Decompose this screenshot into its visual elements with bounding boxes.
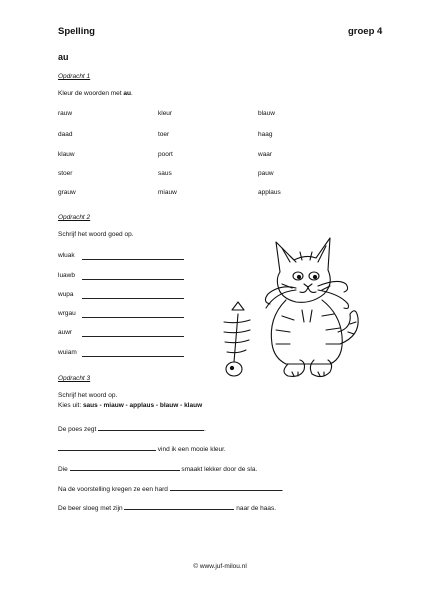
answer-line[interactable] <box>82 279 184 280</box>
answer-line[interactable] <box>82 317 184 318</box>
exercise-2-heading: Opdracht 2 <box>58 214 91 221</box>
sentence-1: De poes zegt . <box>58 426 206 433</box>
word-cell[interactable]: poort <box>158 151 173 158</box>
word-cell[interactable]: pauw <box>258 170 274 177</box>
word-cell[interactable]: kleur <box>158 110 173 117</box>
word-cell[interactable]: waar <box>258 151 273 158</box>
word-cell[interactable]: blauw <box>258 110 275 117</box>
cat-with-fishbone-illustration <box>210 232 370 382</box>
word-cell[interactable]: rauw <box>58 110 73 117</box>
answer-line[interactable] <box>82 356 184 357</box>
answer-blank[interactable] <box>98 424 204 431</box>
exercise-3-instruction: Schrijf het woord op. <box>58 392 118 399</box>
sentence-5: De beer sloeg met zijn naar de haas. <box>58 505 277 512</box>
answer-blank[interactable] <box>70 464 180 471</box>
scrambled-word: wrgau <box>58 310 76 317</box>
sentence-4: Na de voorstelling kregen ze een hard . <box>58 486 284 493</box>
group-label: groep 4 <box>348 26 383 37</box>
answer-blank[interactable] <box>170 484 282 491</box>
answer-blank[interactable] <box>58 444 156 451</box>
sentence-2: vind ik een mooie kleur. <box>58 444 226 453</box>
scrambled-word: wluak <box>58 252 75 259</box>
sentence-3: Die smaakt lekker door de sla. <box>58 466 258 473</box>
word-cell[interactable]: klauw <box>58 151 75 158</box>
answer-line[interactable] <box>82 336 184 337</box>
word-cell[interactable]: daad <box>58 131 73 138</box>
sound-subtitle: au <box>58 52 69 62</box>
answer-line[interactable] <box>82 259 184 260</box>
word-choice-list: Kies uit: saus - miauw - applaus - blauw - klauw <box>58 402 203 409</box>
word-cell[interactable]: miauw <box>158 189 177 196</box>
word-cell[interactable]: saus <box>158 170 172 177</box>
answer-line[interactable] <box>82 298 184 299</box>
scrambled-word: luawb <box>58 272 75 279</box>
exercise-1-heading: Opdracht 1 <box>58 73 91 80</box>
exercise-1-instruction: Kleur de woorden met au. <box>58 90 133 97</box>
word-cell[interactable]: haag <box>258 131 273 138</box>
worksheet-title: Spelling <box>58 26 95 37</box>
scrambled-word: auwr <box>58 329 73 336</box>
word-cell[interactable]: toer <box>158 131 170 138</box>
scrambled-word: wupa <box>58 291 74 298</box>
word-cell[interactable]: grauw <box>58 189 76 196</box>
scrambled-word: wuiam <box>58 349 77 356</box>
exercise-2-instruction: Schrijf het woord goed op. <box>58 231 134 238</box>
copyright-footer: © www.juf-milou.nl <box>193 563 247 570</box>
exercise-3-heading: Opdracht 3 <box>58 375 91 382</box>
answer-blank[interactable] <box>124 503 234 510</box>
word-cell[interactable]: applaus <box>258 189 281 196</box>
word-cell[interactable]: stoer <box>58 170 73 177</box>
